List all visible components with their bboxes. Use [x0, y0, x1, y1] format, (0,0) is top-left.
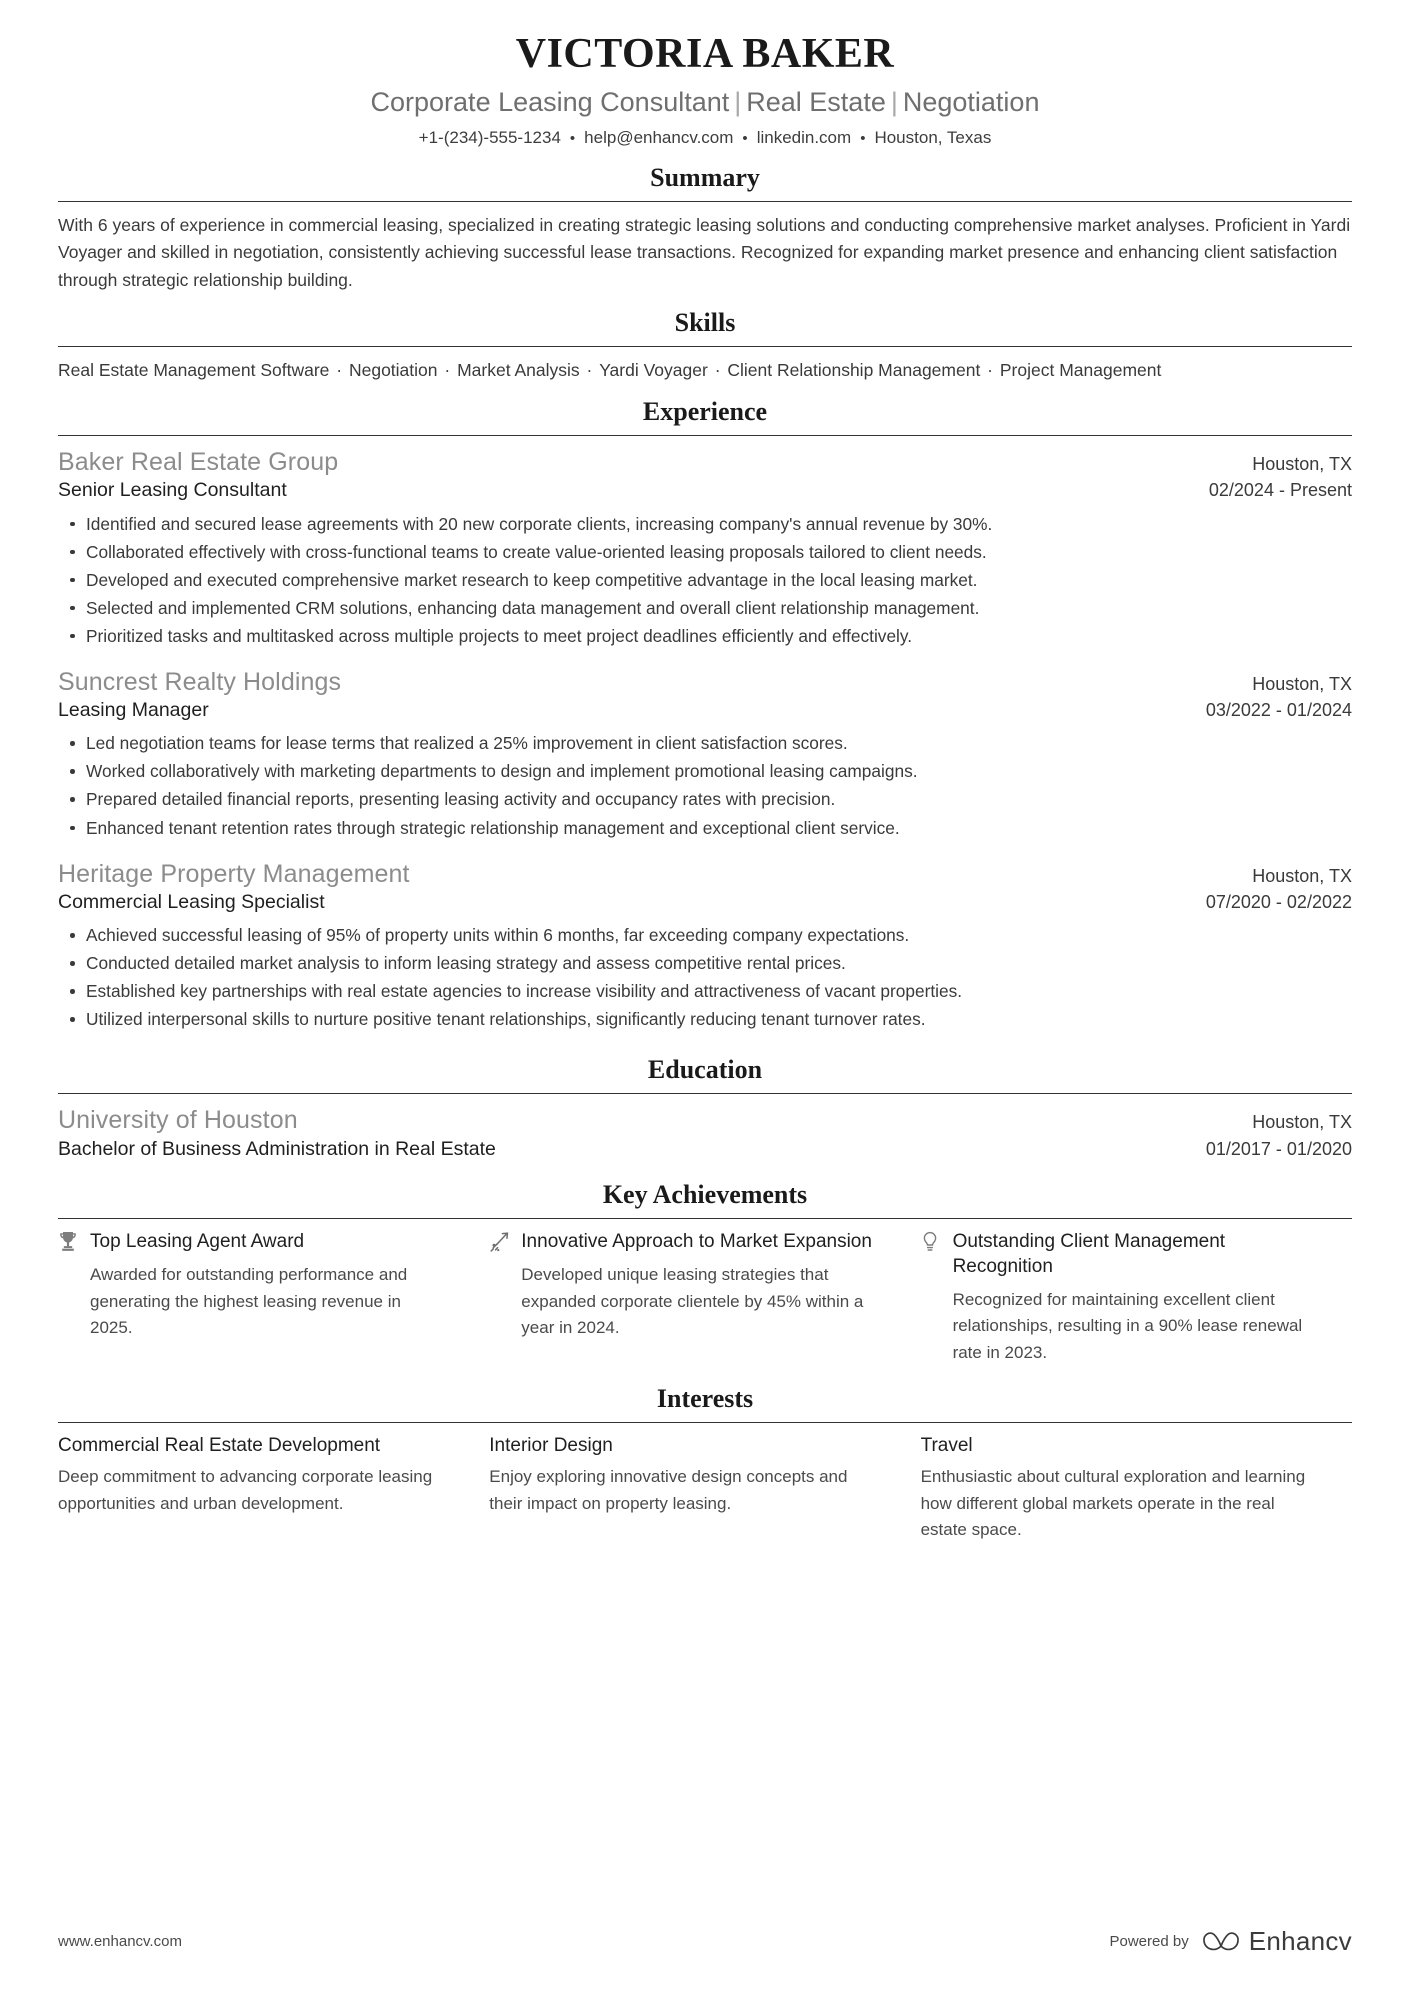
achievement-title: Top Leasing Agent Award — [90, 1231, 305, 1253]
footer-website[interactable]: www.enhancv.com — [58, 1933, 182, 1950]
key-achievements-columns — [58, 1229, 1352, 1366]
school-name: University of Houston — [58, 1106, 298, 1135]
job-bullet: Led negotiation teams for lease terms that realized a 25% improvement in client satisfaction scores. — [58, 729, 1352, 757]
headline-part-1: Corporate Leasing Consultant — [370, 86, 730, 117]
contact-email[interactable]: help@enhancv.com — [584, 127, 734, 147]
contact-bullet-1: • — [569, 129, 576, 147]
achievement-title: Innovative Approach to Market Expansion — [521, 1231, 872, 1253]
achievement-header — [58, 1229, 445, 1255]
job-bullet: Developed and executed comprehensive market research to keep competitive advantage in the local leasing market. — [58, 566, 1352, 594]
education-dates: 01/2017 - 01/2020 — [1205, 1138, 1352, 1159]
job-bullets — [58, 510, 1352, 650]
section-education — [58, 1055, 1352, 1162]
contact-location: Houston, Texas — [874, 127, 992, 147]
contact-bullet-3: • — [860, 129, 866, 147]
experience-entry — [58, 858, 1352, 1034]
headline-separator-2: | — [890, 86, 898, 117]
achievement-item — [58, 1229, 489, 1366]
section-title-interests: Interests — [656, 1384, 754, 1414]
interest-description: Deep commitment to advancing corporate leasing opportunities and urban development. — [58, 1467, 433, 1513]
contact-bullet-2: • — [742, 129, 748, 147]
achievement-header — [921, 1229, 1308, 1280]
entry-top-row — [58, 446, 1352, 479]
section-title-key-achievements: Key Achievements — [602, 1180, 808, 1210]
job-bullet: Identified and secured lease agreements with 20 new corporate clients, increasing company's annual revenue by 30%. — [58, 510, 1352, 538]
lightbulb-icon — [921, 1231, 943, 1255]
entry-bottom-row — [58, 1137, 1352, 1162]
job-bullet: Established key partnerships with real estate agencies to increase visibility and attractiveness of vacant properties. — [58, 977, 1352, 1005]
interest-item — [921, 1433, 1352, 1544]
section-interests — [58, 1384, 1352, 1544]
experience-entries — [58, 446, 1352, 1034]
rocket-icon — [489, 1231, 511, 1255]
interest-item — [58, 1433, 489, 1544]
section-summary — [58, 163, 1352, 293]
school-location: Houston, TX — [1252, 1112, 1352, 1133]
summary-text: With 6 years of experience in commercial leasing, specialized in creating strategic leasing solutions and conducting comprehensive market analyses. Proficient in Yardi Voyager and skilled in negotiation, consistently achieving successful lease transactions. Recognized for expanding market presence and enhancing client satisfaction through strategic relationship building. — [58, 215, 1351, 290]
achievement-description: Awarded for outstanding performance and generating the highest leasing revenue in 2025. — [90, 1265, 408, 1338]
job-bullet: Selected and implemented CRM solutions, enhancing data management and overall client relationship management. — [58, 594, 1352, 622]
entry-top-row — [58, 666, 1352, 699]
job-bullet: Achieved successful leasing of 95% of property units within 6 months, far exceeding company expectations. — [58, 921, 1352, 949]
job-bullet: Prepared detailed financial reports, presenting leasing activity and occupancy rates with precision. — [58, 785, 1352, 813]
section-divider — [58, 1218, 1352, 1219]
job-bullet: Enhanced tenant retention rates through strategic relationship management and exceptional client service. — [58, 814, 1352, 842]
education-entries — [58, 1104, 1352, 1162]
headline-part-3: Negotiation — [902, 86, 1040, 117]
skill-separator: · — [331, 359, 347, 380]
candidate-name: VICTORIA BAKER — [515, 31, 895, 77]
company-name: Suncrest Realty Holdings — [58, 667, 342, 696]
achievement-description: Developed unique leasing strategies that expanded corporate clientele by 45% within a year in 2024. — [521, 1265, 864, 1338]
job-dates: 07/2020 - 02/2022 — [1205, 892, 1352, 913]
trophy-icon — [58, 1231, 80, 1255]
achievement-title: Outstanding Client Management Recognition — [952, 1231, 1226, 1278]
experience-entry — [58, 666, 1352, 842]
skill-item: Project Management — [999, 359, 1162, 380]
interest-description: Enjoy exploring innovative design concepts and their impact on property leasing. — [489, 1467, 848, 1513]
skill-item: Yardi Voyager — [599, 359, 708, 380]
interest-title: Commercial Real Estate Development — [58, 1435, 381, 1457]
section-divider — [58, 435, 1352, 436]
job-title: Commercial Leasing Specialist — [58, 891, 325, 914]
entry-top-row — [58, 1104, 1352, 1137]
enhancv-wordmark: Enhancv — [1248, 1926, 1352, 1956]
job-dates: 02/2024 - Present — [1208, 480, 1352, 501]
contact-phone: +1-(234)-555-1234 — [418, 127, 561, 147]
job-bullet: Conducted detailed market analysis to inform leasing strategy and assess competitive rental prices. — [58, 949, 1352, 977]
resume-header — [58, 28, 1352, 149]
entry-bottom-row — [58, 890, 1352, 915]
achievement-item — [921, 1229, 1352, 1366]
interest-description: Enthusiastic about cultural exploration and learning how different global markets operate in the real estate space. — [920, 1467, 1306, 1540]
company-name: Heritage Property Management — [58, 859, 410, 888]
infinity-heart-icon — [1201, 1927, 1241, 1957]
entry-bottom-row — [58, 478, 1352, 503]
job-title: Leasing Manager — [58, 699, 209, 722]
section-key-achievements — [58, 1180, 1352, 1366]
section-skills — [58, 308, 1352, 383]
skills-list — [58, 357, 1248, 383]
section-divider — [58, 201, 1352, 202]
interest-title: Interior Design — [489, 1435, 613, 1457]
entry-top-row — [58, 858, 1352, 891]
section-title-summary: Summary — [650, 163, 760, 193]
job-bullets — [58, 729, 1352, 841]
section-title-experience: Experience — [642, 396, 768, 426]
skill-item: Negotiation — [348, 359, 438, 380]
enhancv-logo — [1201, 1926, 1352, 1957]
job-bullet: Collaborated effectively with cross-functional teams to create value-oriented leasing proposals tailored to client needs. — [58, 538, 1352, 566]
powered-by-label: Powered by — [1109, 1933, 1189, 1950]
company-name: Baker Real Estate Group — [58, 447, 339, 476]
section-experience — [58, 397, 1352, 1034]
headline-part-2: Real Estate — [746, 86, 886, 117]
job-location: Houston, TX — [1252, 673, 1352, 694]
headline-separator-1: | — [734, 86, 742, 117]
interest-item — [489, 1433, 920, 1544]
powered-by-block — [1109, 1926, 1352, 1957]
section-title-skills: Skills — [674, 307, 736, 337]
job-bullets — [58, 921, 1352, 1033]
job-bullet: Worked collaboratively with marketing departments to design and implement promotional leasing campaigns. — [58, 757, 1352, 785]
job-location: Houston, TX — [1252, 453, 1352, 474]
skill-separator: · — [439, 359, 456, 380]
skill-separator: · — [581, 359, 598, 380]
degree-name: Bachelor of Business Administration in Real Estate — [58, 1137, 496, 1160]
job-title: Senior Leasing Consultant — [58, 479, 287, 502]
skill-item: Client Relationship Management — [727, 359, 981, 380]
section-divider — [58, 1093, 1352, 1094]
contact-line — [58, 126, 1352, 150]
job-bullet: Prioritized tasks and multitasked across multiple projects to meet project deadlines efficiently and effectively. — [58, 622, 1352, 650]
education-entry — [58, 1104, 1352, 1162]
section-divider — [58, 1422, 1352, 1423]
contact-linkedin[interactable]: linkedin.com — [756, 127, 852, 147]
job-location: Houston, TX — [1252, 865, 1352, 886]
candidate-headline — [58, 85, 1352, 120]
achievement-header — [489, 1229, 876, 1255]
skill-separator: · — [982, 359, 998, 380]
achievement-item — [489, 1229, 920, 1366]
job-dates: 03/2022 - 01/2024 — [1205, 700, 1352, 721]
interest-title: Travel — [920, 1435, 973, 1457]
skill-separator: · — [709, 359, 726, 380]
resume-footer — [58, 1926, 1352, 1957]
achievement-description: Recognized for maintaining excellent client relationships, resulting in a 90% lease renewal rate in 2023. — [952, 1289, 1303, 1362]
skill-item: Market Analysis — [457, 359, 580, 380]
skill-item: Real Estate Management Software — [58, 359, 330, 380]
interests-columns — [58, 1433, 1352, 1544]
entry-bottom-row — [58, 698, 1352, 723]
experience-entry — [58, 446, 1352, 650]
job-bullet: Utilized interpersonal skills to nurture positive tenant relationships, significantly reducing tenant turnover rates. — [58, 1005, 1352, 1033]
section-divider — [58, 346, 1352, 347]
section-title-education: Education — [647, 1055, 763, 1085]
